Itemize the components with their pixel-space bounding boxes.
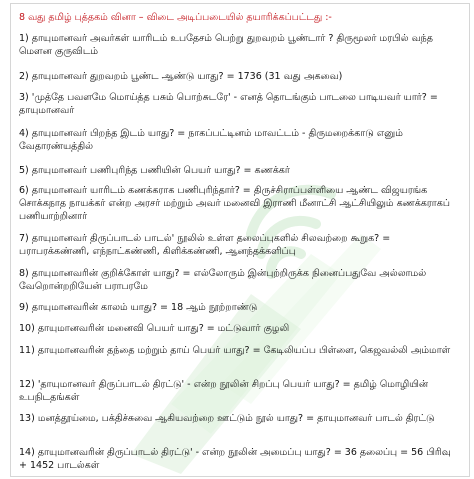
qa-item-8: 8) தாயுமானவரின் குறிக்கோள் யாது? = எல்லோரும் இன்புற்றிருக்க நினைப்பதுவே அல்லாமல் வேறொன்றறியேன் பராபரமே [19, 268, 427, 292]
qa-item-3: 3) 'முத்தே பவளமே மொய்த்த பசும் பொற்சுடரே' - எனத் தொடங்கும் பாடலை பாடியவர் யார்? = தாயுமானவர் [19, 92, 438, 116]
qa-item-6: 6) தாயுமானவர் யாரிடம் கணக்கராக பணிபுரிந்தார்? = திருச்சிராப்பள்ளியை ஆண்ட விஜயரங்க சொக்கநாத நாயக்கர் என்ற அரசர் மற்றும் அவர் மனைவி இராணி மீனாட்சி ஆட்சியிலும் கணக்கராகப் பணியாற்றினார் [19, 185, 450, 222]
document-page [10, 3, 470, 477]
qa-item-9: 9) தாயுமானவரின் காலம் யாது? = 18 ஆம் நூற்றாண்டு [19, 302, 258, 313]
qa-item-2: 2) தாயுமானவர் துறவறம் பூண்ட ஆண்டு யாது? = 1736 (31 வது அகவை) [19, 71, 343, 82]
qa-item-5: 5) தாயுமானவர் பணிபுரிந்த பணியின் பெயர் யாது? = கணக்கர் [19, 165, 290, 176]
qa-item-11: 11) தாயுமானவரின் தந்தை மற்றும் தாய் பெயர் யாது? = கேடிலியப்ப பிள்ளை, கெஜவல்லி அம்மாள் [19, 345, 451, 356]
qa-item-14: 14) தாயுமானவரின் திருப்பாடல் திரட்டு' - என்ற நூலின் அமைப்பு யாது? = 36 தலைப்பு = 56 பிரிவு + 1452 பாடல்கள் [19, 447, 451, 471]
document-header: 8 வது தமிழ் புத்தகம் வினா – விடை அடிப்படையில் தயாரிக்கப்பட்டது :- [19, 12, 332, 23]
qa-item-13: 13) மனத்தூய்மை, பக்திச்சுவை ஆகியவற்றை ஊட்டும் நூல் யாது? = தாயுமானவர் பாடல் திரட்டு [19, 413, 435, 424]
qa-item-1: 1) தாயுமானவர் அவர்கள் யாரிடம் உபதேசம் பெற்று துறவறம் பூண்டார் ? திருமூலர் மரபில் வந்த மௌன குருவிடம் [19, 33, 433, 57]
qa-item-10: 10) தாயுமானவரின் மனைவி பெயர் யாது? = மட்டுவார் குழலி [19, 323, 290, 334]
qa-item-12: 12) 'தாயுமானவர் திருப்பாடல் திரட்டு' - என்ற நூலின் சிறப்பு பெயர் யாது? = தமிழ் மொழியின் உபநிடதங்கள் [19, 379, 429, 403]
qa-item-7: 7) தாயுமானவர் திருப்பாடல் பாடல்' நூலில் உள்ள தலைப்புகளில் சிலவற்றை கூறுக? = பராபரக்கண்ணி, எந்நாட்கண்ணி, கிளிக்கண்ணி, ஆனந்தக்களிப்பு [19, 233, 391, 257]
qa-item-4: 4) தாயுமானவர் பிறந்த இடம் யாது? = நாகப்பட்டினம் மாவட்டம் - திருமறைக்காடு எனும் வேதாரண்யத்தில் [19, 128, 403, 152]
